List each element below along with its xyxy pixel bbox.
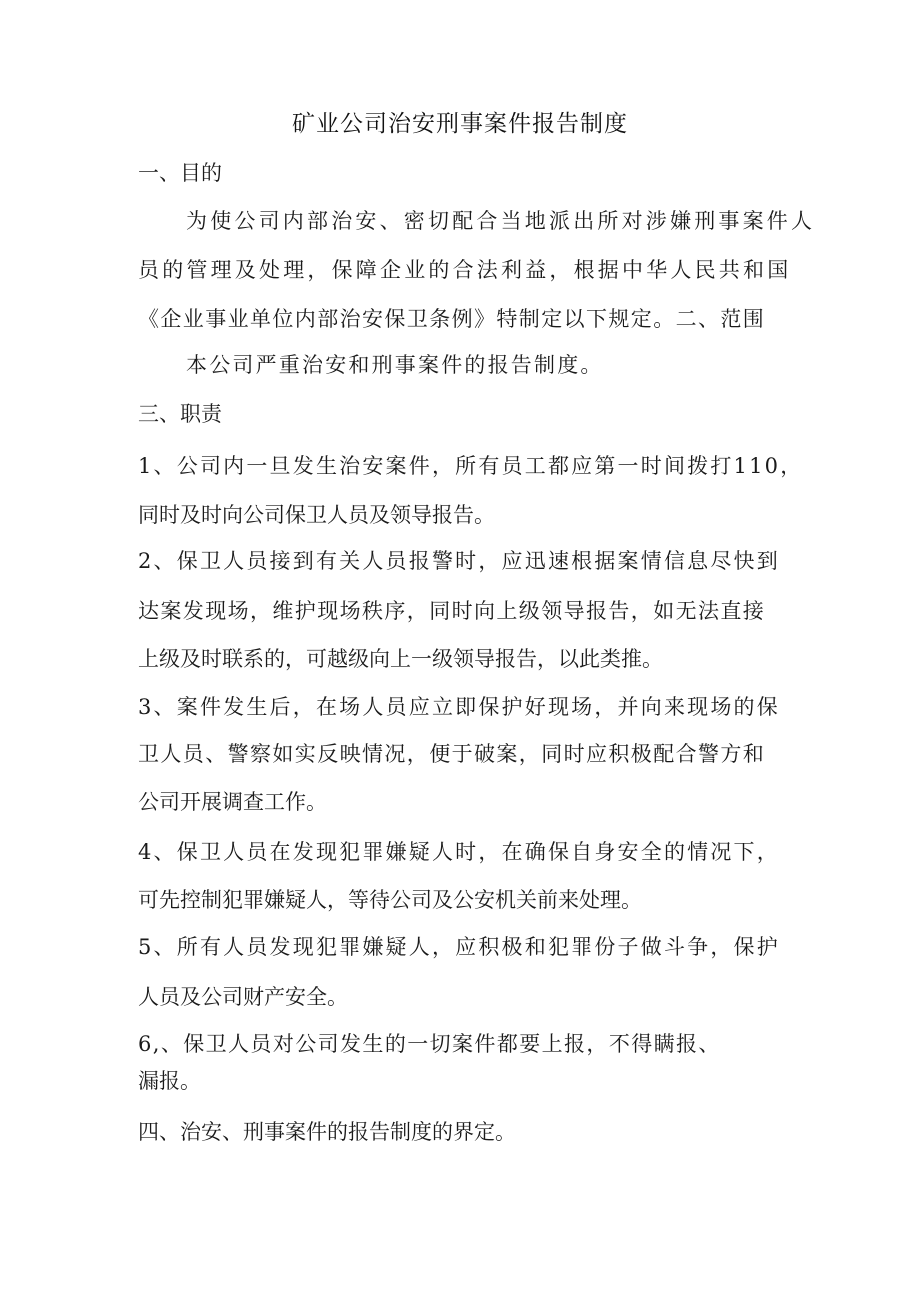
paragraph-line: 为使公司内部治安、密切配合当地派出所对涉嫌刑事案件人 [186, 209, 816, 233]
paragraph-line: 员的管理及处理，保障企业的合法利益，根据中华人民共和国 [138, 258, 792, 282]
paragraph-line: 1、公司内一旦发生治安案件，所有员工都应第一时间拨打110， [138, 454, 804, 478]
paragraph-line: 达案发现场，维护现场秩序，同时向上级领导报告，如无法直接 [138, 599, 766, 623]
paragraph-line: 5、所有人员发现犯罪嫌疑人，应积极和犯罪份子做斗争，保护 [138, 935, 780, 959]
paragraph-line: 4、保卫人员在发现犯罪嫌疑人时，在确保自身安全的情况下， [138, 840, 780, 864]
paragraph-line: 卫人员、警察如实反映情况，便于破案，同时应积极配合警方和 [138, 742, 766, 766]
paragraph-line: 可先控制犯罪嫌疑人，等待公司及公安机关前来处理。 [138, 888, 642, 912]
paragraph-line: 《企业事业单位内部治安保卫条例》特制定以下规定。二、范围 [138, 307, 766, 331]
paragraph-line: 同时及时向公司保卫人员及领导报告。 [138, 503, 495, 527]
section-heading-purpose: 一、目的 [138, 161, 222, 185]
document-title: 矿业公司治安刑事案件报告制度 [292, 111, 628, 137]
paragraph-line: 公司开展调查工作。 [138, 790, 327, 814]
paragraph-line: 人员及公司财产安全。 [138, 985, 348, 1009]
paragraph-line: 6,、保卫人员对公司发生的一切案件都要上报，不得瞒报、 [138, 1032, 721, 1056]
paragraph-line: 2、保卫人员接到有关人员报警时，应迅速根据案情信息尽快到 [138, 549, 780, 573]
paragraph-line: 漏报。 [138, 1069, 201, 1093]
paragraph-line: 3、案件发生后，在场人员应立即保护好现场，并向来现场的保 [138, 695, 780, 719]
paragraph-line: 上级及时联系的，可越级向上一级领导报告，以此类推。 [138, 647, 663, 671]
paragraph-line: 本公司严重治安和刑事案件的报告制度。 [186, 353, 604, 377]
section-heading-definition: 四、治安、刑事案件的报告制度的界定。 [138, 1120, 516, 1144]
section-heading-duties: 三、职责 [138, 402, 222, 426]
